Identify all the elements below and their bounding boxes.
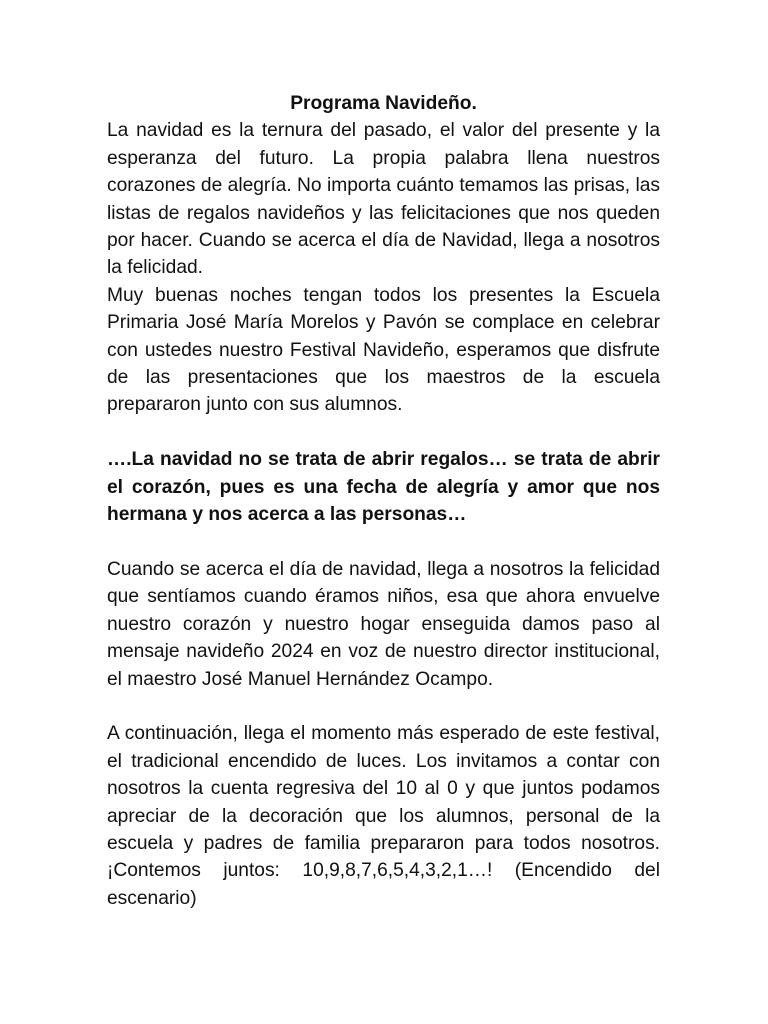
paragraph-intro: La navidad es la ternura del pasado, el valor del presente y la esperanza del futuro. La propia palabra llena nuestros corazones de alegría. No importa cuánto temamos las prisas, las listas de regalos navideños y las felicitaciones que nos queden por hacer. Cuando se acerca el día de Navidad, llega a nosotros la felicidad. [107,120,660,279]
blank-line [107,693,660,720]
blank-line [107,419,660,446]
document-title: Programa Navideño. [290,93,477,114]
paragraph-welcome: Muy buenas noches tengan todos los presentes la Escuela Primaria José María Morelos y Pavón se complace en celebrar con ustedes nuestro Festival Navideño, esperamos que disfrute de las presentaciones que los maestros de la escuela prepararon junto con sus alumnos. [107,284,660,416]
paragraph-director-message: Cuando se acerca el día de navidad, llega a nosotros la felicidad que sentíamos cuando éramos niños, esa que ahora envuelve nuestro corazón y nuestro hogar enseguida damos paso al mensaje navideño 2024 en voz de nuestro director institucional, el maestro José Manuel Hernández Ocampo. [107,558,660,690]
paragraph-lights-countdown: A continuación, llega el momento más esperado de este festival, el tradicional encendido de luces. Los invitamos a contar con nosotros la cuenta regresiva del 10 al 0 y que juntos podamos apreciar de la decoración que los alumnos, personal de la escuela y padres de familia prepararon para todos nosotros. ¡Contemos juntos: 10,9,8,7,6,5,4,3,2,1…! (Encendido del escenario) [107,723,660,909]
document-page [107,90,660,912]
blank-line [107,528,660,555]
paragraph-quote: ….La navidad no se trata de abrir regalos… se trata de abrir el corazón, pues es una fecha de alegría y amor que nos hermana y nos acerca a las personas… [107,449,660,526]
